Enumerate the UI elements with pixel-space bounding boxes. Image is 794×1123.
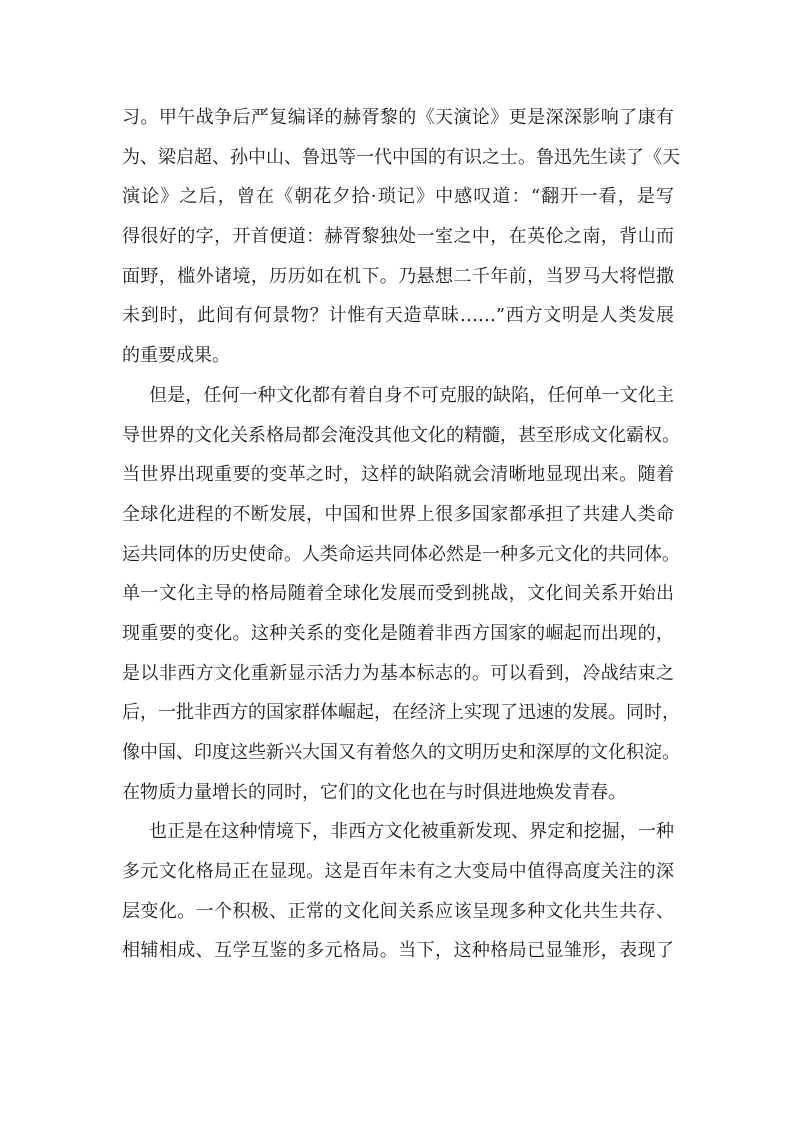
text-line: 导世界的文化关系格局都会淹没其他文化的精髓，甚至形成文化霸权。 (122, 424, 680, 446)
text-line: 得很好的字，开首便道：赫胥黎独处一室之中，在英伦之南，背山而 (122, 226, 674, 248)
text-line: 相辅相成、互学互鉴的多元格局。当下，这种格局已显雏形，表现了 (122, 940, 674, 962)
text-line: 全球化进程的不断发展，中国和世界上很多国家都承担了共建人类命 (122, 503, 674, 525)
text-line: 未到时，此间有何景物？计惟有天造草昧……”西方文明是人类发展 (122, 305, 674, 327)
text-line: 习。甲午战争后严复编译的赫胥黎的《天演论》更是深深影响了康有 (122, 107, 674, 128)
document-body (122, 98, 680, 971)
text-line: 后，一批非西方的国家群体崛起，在经济上实现了迅速的发展。同时， (122, 702, 680, 724)
text-line: 运共同体的历史使命。人类命运共同体必然是一种多元文化的共同体。 (122, 543, 680, 565)
text-line: 为、梁启超、孙中山、鲁迅等一代中国的有识之士。鲁迅先生读了《天 (122, 146, 680, 168)
text-line: 的重要成果。 (122, 345, 230, 367)
text-line: 单一文化主导的格局随着全球化发展而受到挑战，文化间关系开始出 (122, 583, 674, 605)
text-line: 在物质力量增长的同时，它们的文化也在与时俱进地焕发青春。 (122, 781, 626, 803)
text-line: 面野，槛外诸境，历历如在机下。乃悬想二千年前，当罗马大将恺撒 (122, 265, 674, 287)
text-line: 也正是在这种情境下，非西方文化被重新发现、界定和挖掘，一种 (149, 821, 674, 843)
text-line: 多元文化格局正在显现。这是百年未有之大变局中值得高度关注的深 (122, 861, 674, 883)
text-line: 当世界出现重要的变革之时，这样的缺陷就会清晰地显现出来。随着 (122, 464, 674, 486)
text-line: 但是，任何一种文化都有着自身不可克服的缺陷，任何单一文化主 (149, 384, 674, 406)
text-line: 演论》之后，曾在《朝花夕拾·琐记》中感叹道：“翻开一看，是写 (122, 186, 674, 208)
text-line: 像中国、印度这些新兴大国又有着悠久的文明历史和深厚的文化积淀。 (122, 742, 680, 763)
text-line: 层变化。一个积极、正常的文化间关系应该呈现多种文化共生共存、 (122, 900, 674, 922)
text-line: 是以非西方文化重新显示活力为基本标志的。可以看到，冷战结束之 (122, 662, 674, 684)
text-line: 现重要的变化。这种关系的变化是随着非西方国家的崛起而出现的， (122, 622, 674, 644)
